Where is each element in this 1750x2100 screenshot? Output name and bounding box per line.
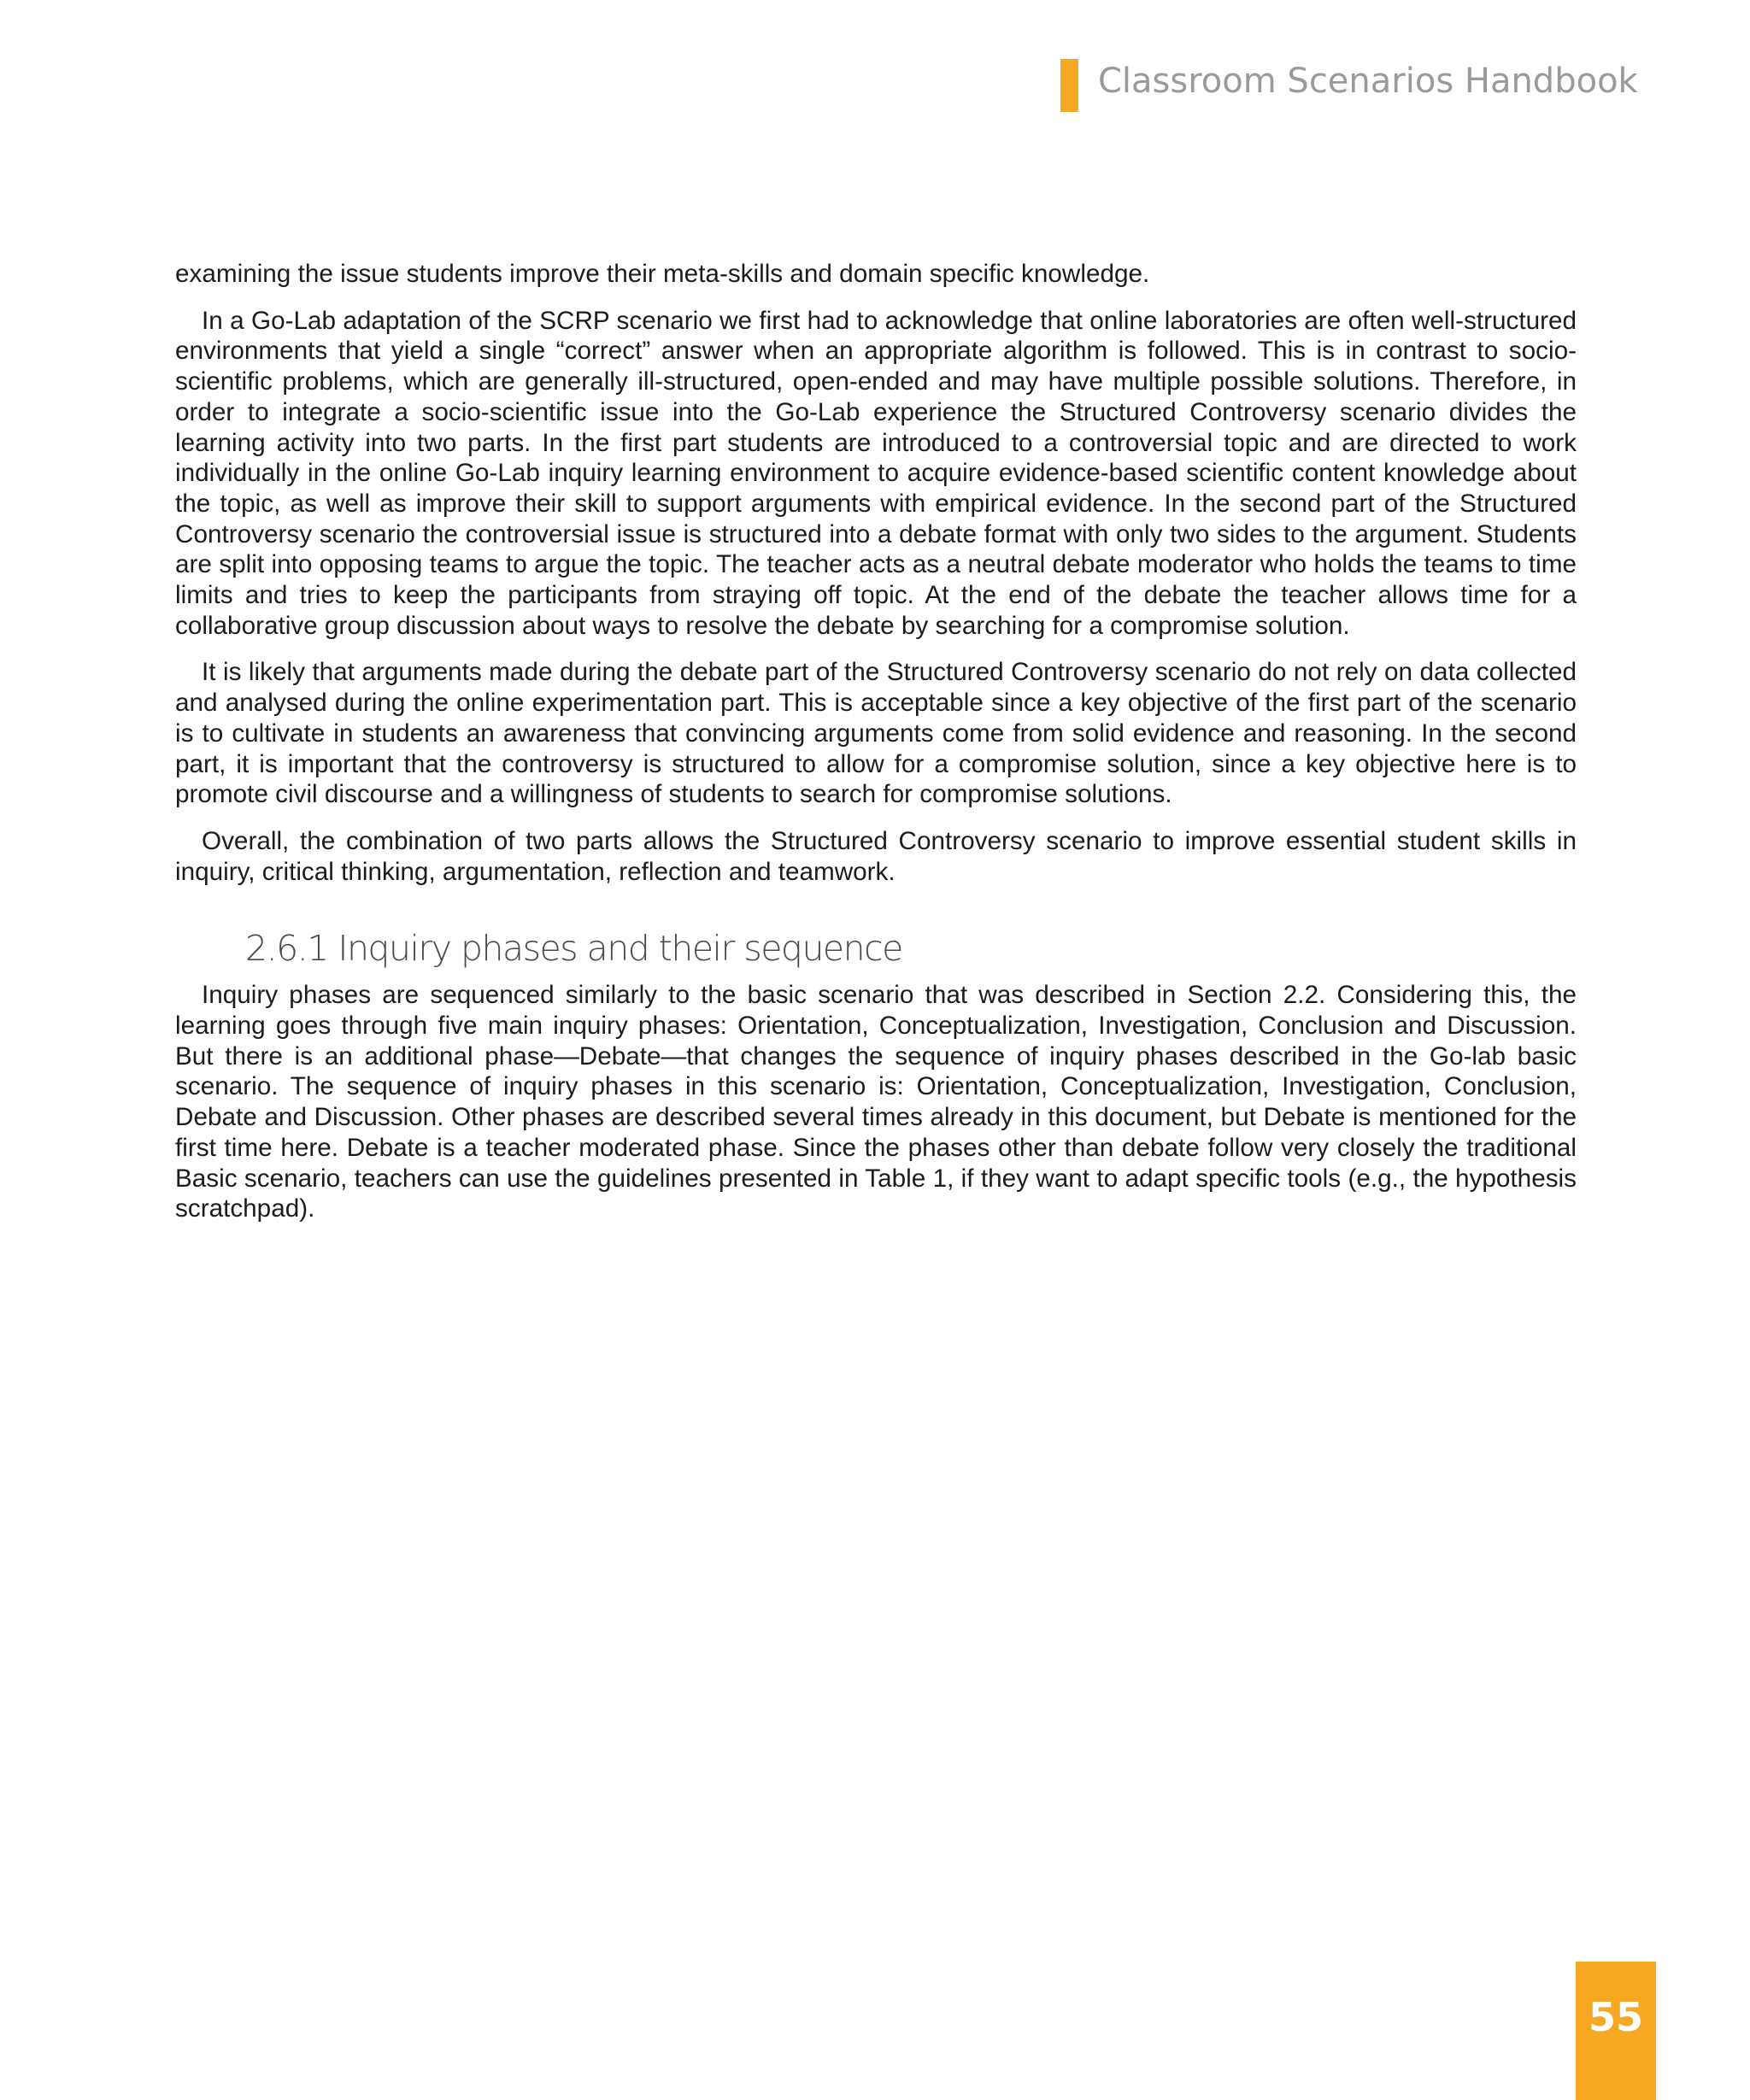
- body-paragraph-overall: Overall, the combination of two parts allows the Structured Controversy scenario to improve essential student skills in inquiry, critical thinking, argumentation, reflection and teamwork.: [175, 826, 1577, 886]
- page-number-tab: [1576, 1962, 1656, 2100]
- page-number: 55: [1588, 1994, 1643, 2040]
- running-header-title: Classroom Scenarios Handbook: [1098, 62, 1638, 101]
- section-heading: 2.6.1 Inquiry phases and their sequence: [245, 928, 902, 970]
- header-accent-bar: [1060, 59, 1078, 112]
- body-paragraph-debate-arguments: It is likely that arguments made during the debate part of the Structured Controversy scenario do not rely on data collected and analysed during the online experimentation part. This is acceptable since a key objective of the first part of the scenario is to cultivate in students an awareness that convincing arguments come from solid evidence and reasoning. In the second part, it is important that the controversy is structured to allow for a compromise solution, since a key objective here is to promote civil discourse and a willingness of students to search for compromise solutions.: [175, 658, 1577, 809]
- body-paragraph-inquiry-phases: Inquiry phases are sequenced similarly to the basic scenario that was described in Section 2.2. Considering this, the learning goes through five main inquiry phases: Orientation, Conceptualization, Investigation, Conclusion and Discussion. But there is an additional phase—Debate—that changes the sequence of inquiry phases described in the Go-lab basic scenario. The sequence of inquiry phases in this scenario is: Orientation, Conceptualization, Investigation, Conclusion, Debate and Discussion. Other phases are described several times already in this document, but Debate is mentioned for the first time here. Debate is a teacher moderated phase. Since the phases other than debate follow very closely the traditional Basic scenario, teachers can use the guidelines presented in Table 1, if they want to adapt specific tools (e.g., the hypothesis scratchpad).: [175, 981, 1577, 1223]
- page-content: [175, 259, 1577, 1224]
- body-paragraph-go-lab-adaptation: In a Go-Lab adaptation of the SCRP scenario we first had to acknowledge that online laboratories are often well-structured environments that yield a single “correct” answer when an appropriate algorithm is followed. This is in contrast to socio-scientific problems, which are generally ill-structured, open-ended and may have multiple possible solutions. Therefore, in order to integrate a socio-scientific issue into the Go-Lab experience the Structured Controversy scenario divides the learning activity into two parts. In the first part students are introduced to a controversial topic and are directed to work individually in the online Go-Lab inquiry learning environment to acquire evidence-based scientific content knowledge about the topic, as well as improve their skill to support arguments with empirical evidence. In the second part of the Structured Controversy scenario the controversial issue is structured into a debate format with only two sides to the argument. Students are split into opposing teams to argue the topic. The teacher acts as a neutral debate moderator who holds the teams to time limits and tries to keep the participants from straying off topic. At the end of the debate the teacher allows time for a collaborative group discussion about ways to resolve the debate by searching for a compromise solution.: [175, 306, 1577, 640]
- body-paragraph-continued: examining the issue students improve their meta-skills and domain specific knowledge.: [175, 260, 1150, 288]
